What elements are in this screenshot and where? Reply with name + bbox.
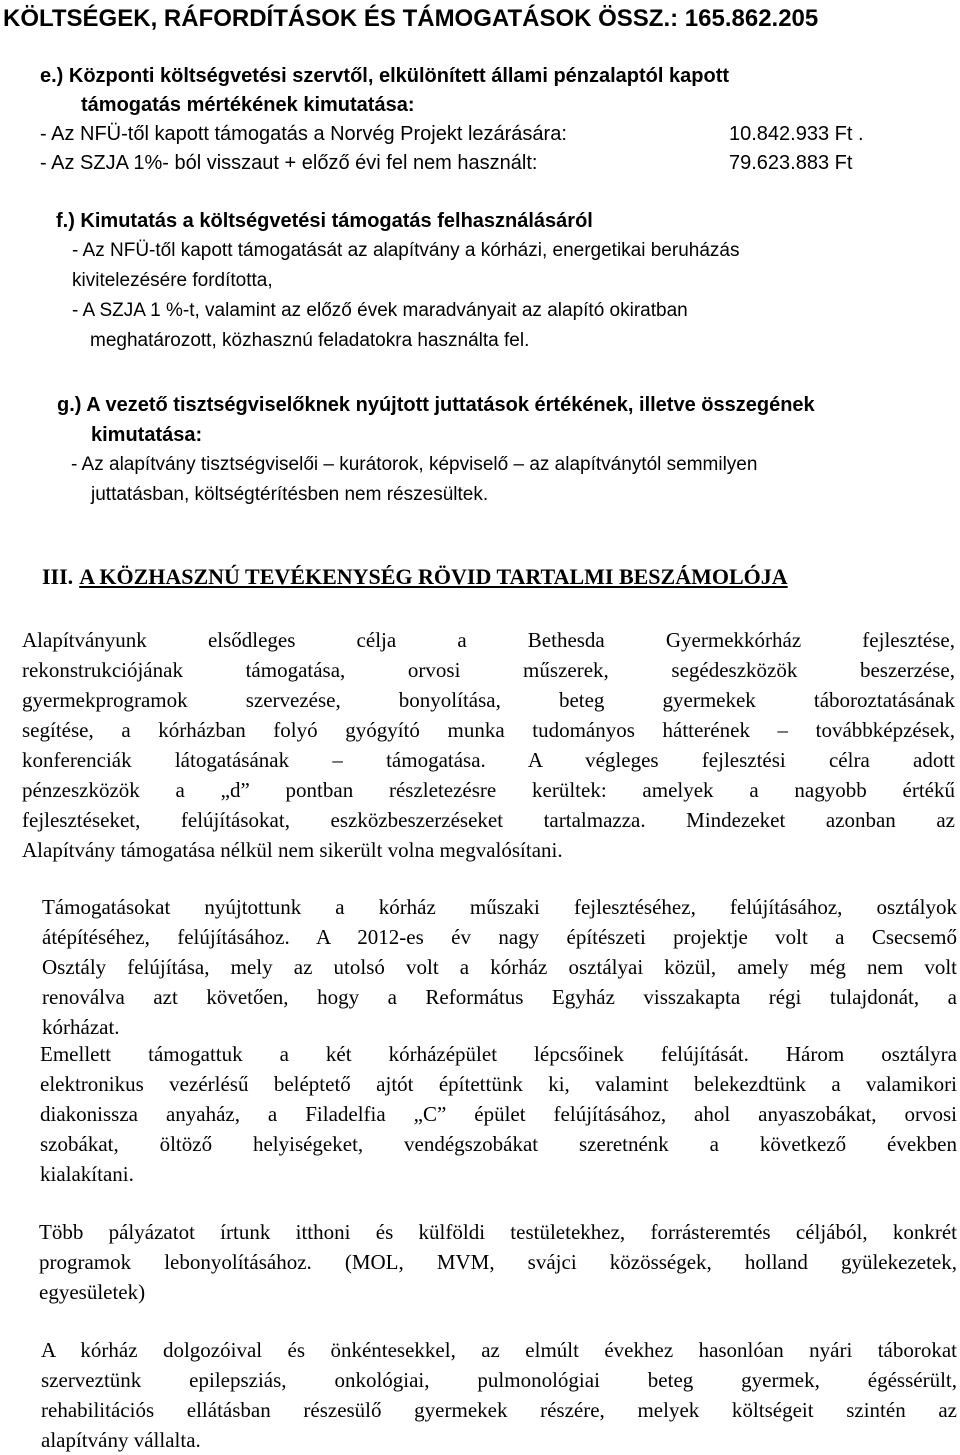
paragraph-line: kórházat.	[42, 1015, 120, 1039]
paragraph-line: gyermekprogramok szervezése, bonyolítása, beteg gyermekek táboroztatásának	[22, 688, 955, 712]
paragraph-line: átépítéséhez, felújításához. A 2012-es év nagy építészeti projektje volt a Csecsemő	[42, 925, 957, 949]
summary-total-heading: KÖLTSÉGEK, RÁFORDÍTÁSOK ÉS TÁMOGATÁSOK ÖSSZ.: 165.862.205	[3, 5, 819, 32]
section-g-body	[57, 450, 937, 510]
paragraph-line: rehabilitációs ellátásban részesülő gyermekek részére, melyek költségeit szintén az	[41, 1398, 957, 1422]
paragraph-line: rekonstrukciójának támogatása, orvosi műszerek, segédeszközök beszerzése,	[22, 658, 955, 682]
support-amount: 79.623.883 Ft	[729, 152, 853, 174]
paragraph-line: alapítvány vállalta.	[41, 1428, 201, 1452]
section-g-line: - Az alapítvány tisztségviselői – kurátorok, képviselő – az alapítványtól semmilyen	[71, 454, 758, 475]
section-g-heading-line1: g.) A vezető tisztségviselőknek nyújtott juttatások értékének, illetve összegének	[57, 394, 815, 416]
section-f-line: - Az NFÜ-től kapott támogatását az alapítvány a kórházi, energetikai beruházás	[72, 240, 740, 261]
paragraph-camps	[41, 1335, 957, 1455]
paragraph-line: renoválva azt követően, hogy a Református Egyház visszakapta régi tulajdonát, a	[42, 985, 957, 1009]
paragraph-line: kialakítani.	[40, 1162, 134, 1186]
paragraph-line: diakonissza anyaház, a Filadelfia „C” épület felújításához, ahol anyaszobákat, orvosi	[40, 1102, 957, 1126]
paragraph-line: A kórház dolgozóival és önkéntesekkel, az elmúlt évekhez hasonlóan nyári táborokat	[41, 1338, 957, 1362]
section-iii-title	[42, 562, 788, 592]
paragraph-grants	[39, 1217, 957, 1307]
section-number: III.	[42, 564, 74, 589]
paragraph-buildings	[40, 1039, 957, 1189]
paragraph-line: pénzeszközök a „d” pontban részletezésre kerültek: amelyek a nagyobb értékű	[22, 778, 955, 802]
section-f-body	[56, 236, 926, 356]
paragraph-line: Osztály felújítása, mely az utolsó volt a kórház osztályai közül, amely még nem volt	[42, 955, 957, 979]
paragraph-line: programok lebonyolításához. (MOL, MVM, svájci közösségek, holland gyülekezetek,	[39, 1250, 957, 1274]
paragraph-line: szobákat, öltöző helyiségeket, vendégszobákat szeretnénk a következő években	[40, 1132, 957, 1156]
section-e-heading-line2: támogatás mértékének kimutatása:	[81, 94, 415, 116]
paragraph-line: Emellett támogattuk a két kórházépület lépcsőinek felújítását. Három osztályra	[40, 1042, 957, 1066]
section-f	[56, 207, 926, 356]
paragraph-line: Több pályázatot írtunk itthoni és külföldi testületekhez, forrásteremtés céljából, konkrét	[39, 1220, 957, 1244]
section-e-heading	[40, 62, 920, 120]
paragraph-line: Alapítvány támogatása nélkül nem sikerült volna megvalósítani.	[22, 838, 563, 862]
section-g	[57, 390, 937, 510]
paragraph-goals	[22, 625, 955, 865]
support-label: - Az NFÜ-től kapott támogatás a Norvég Projekt lezárására:	[40, 123, 567, 145]
paragraph-line: konferenciák látogatásának – támogatása. A végleges fejlesztési célra adott	[22, 748, 955, 772]
paragraph-renovations	[42, 892, 957, 1042]
paragraph-line: fejlesztéseket, felújításokat, eszközbeszerzéseket tartalmazza. Mindezeket azonban az	[22, 808, 955, 832]
section-e-heading-line1: e.) Központi költségvetési szervtől, elkülönített állami pénzalaptól kapott	[40, 65, 730, 87]
section-e	[40, 62, 920, 178]
paragraph-line: Támogatásokat nyújtottunk a kórház műszaki fejlesztéséhez, felújításához, osztályok	[42, 895, 957, 919]
section-g-heading	[57, 390, 937, 450]
paragraph-line: elektronikus vezérlésű beléptető ajtót építettünk ki, valamint belekezdtünk a valamikori	[40, 1072, 957, 1096]
support-row-nfu	[40, 120, 920, 149]
paragraph-line: szerveztünk epilepsziás, onkológiai, pulmonológiai beteg gyermek, égéssérült,	[41, 1368, 957, 1392]
section-g-line: juttatásban, költségtérítésben nem részesültek.	[91, 484, 489, 505]
support-row-szja	[40, 149, 920, 178]
section-f-heading: f.) Kimutatás a költségvetési támogatás felhasználásáról	[56, 210, 593, 232]
paragraph-line: Alapítványunk elsődleges célja a Bethesda Gyermekkórház fejlesztése,	[22, 628, 955, 652]
section-f-line: - A SZJA 1 %-t, valamint az előző évek maradványait az alapító okiratban	[72, 300, 688, 321]
section-f-line: kivitelezésére fordította,	[72, 270, 273, 291]
support-label: - Az SZJA 1%- ból visszaut + előző évi fel nem használt:	[40, 152, 538, 174]
section-title-text: A KÖZHASZNÚ TEVÉKENYSÉG RÖVID TARTALMI BESZÁMOLÓJA	[79, 564, 788, 589]
support-amount: 10.842.933 Ft .	[729, 123, 864, 145]
paragraph-line: egyesületek)	[39, 1280, 146, 1304]
paragraph-line: segítése, a kórházban folyó gyógyító munka tudományos hátterének – továbbképzések,	[22, 718, 955, 742]
section-g-heading-line2: kimutatása:	[91, 424, 203, 446]
section-f-line: meghatározott, közhasznú feladatokra használta fel.	[90, 330, 530, 351]
